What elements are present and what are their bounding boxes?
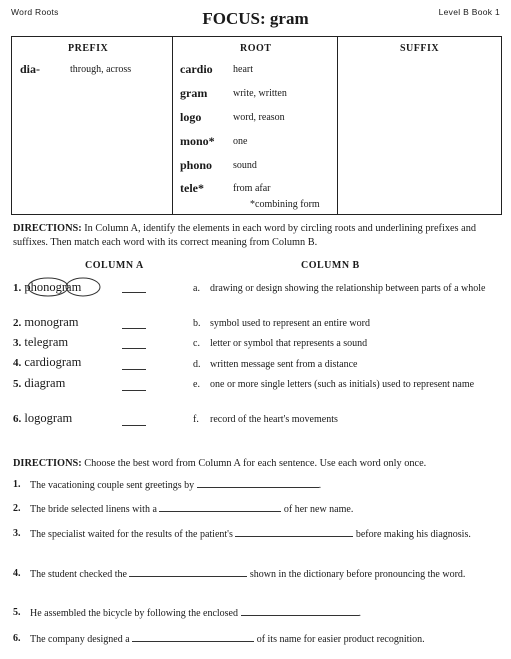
suffix-cell: [338, 37, 502, 215]
sentence-blank[interactable]: [197, 478, 319, 488]
column-a-word: phonogram: [24, 280, 82, 294]
column-b-item: e. one or more single letters (such as initials) used to represent name: [193, 379, 475, 390]
prefix-term: dia-: [20, 62, 41, 76]
directions-label: DIRECTIONS:: [13, 223, 82, 234]
header-left: Word Roots: [11, 7, 59, 17]
sentence-blank[interactable]: [132, 632, 254, 642]
column-a-item: 3. telegram: [13, 335, 69, 349]
column-b-item: c. letter or symbol that represents a sound: [193, 338, 368, 349]
column-a-header: COLUMN A: [85, 260, 144, 271]
sentence-blank[interactable]: [129, 567, 247, 577]
column-b-item: a. drawing or design showing the relationship between parts of a whole: [193, 283, 486, 294]
sentence-blank[interactable]: [241, 606, 359, 616]
sentence-item: 5. He assembled the bicycle by following the enclosed .: [13, 607, 361, 619]
suffix-header: SUFFIX: [400, 43, 440, 54]
sentence-blank[interactable]: [159, 502, 281, 512]
directions-text: In Column A, identify the elements in each word by circling roots and underlining prefixes and suffixes. Then match each word with its correct meaning from Column B.: [13, 223, 477, 248]
column-a-word: logogram: [24, 411, 73, 425]
column-a-word: cardiogram: [24, 355, 82, 369]
root-meaning: write, written: [233, 88, 287, 99]
column-a-item: 1. phonogram: [13, 280, 82, 294]
root-term: gram: [180, 86, 208, 100]
root-term: tele*: [180, 181, 204, 195]
prefix-header: PREFIX: [68, 43, 109, 54]
root-term: logo: [180, 110, 202, 124]
sentence-item: 6. The company designed a of its name for easier product recognition.: [13, 633, 425, 645]
sentence-blank[interactable]: [235, 527, 353, 537]
column-a-word: diagram: [24, 376, 66, 390]
gram-circle: [66, 278, 100, 296]
column-b-item: f. record of the heart's movements: [193, 414, 338, 425]
root-term: mono*: [180, 134, 215, 148]
column-b-item: b. symbol used to represent an entire word: [193, 318, 370, 329]
column-a-word: monogram: [24, 315, 79, 329]
root-meaning: sound: [233, 160, 257, 171]
root-meaning: from afar: [233, 183, 271, 194]
column-b-header: COLUMN B: [301, 260, 360, 271]
answer-blank[interactable]: [122, 292, 146, 293]
header-right: Level B Book 1: [438, 7, 500, 17]
answer-blank[interactable]: [122, 425, 146, 426]
root-term: phono: [180, 158, 213, 172]
prefix-meaning: through, across: [70, 64, 132, 75]
sentence-item: 4. The student checked the shown in the dictionary before pronouncing the word.: [13, 568, 466, 580]
column-a-word: telegram: [24, 335, 69, 349]
footnote: *combining form: [250, 199, 320, 210]
circle-annotations: [26, 276, 106, 298]
root-meaning: heart: [233, 64, 253, 75]
page-title: FOCUS: gram: [202, 9, 309, 28]
phono-circle: [28, 278, 68, 296]
directions-text: Choose the best word from Column A for each sentence. Use each word only once.: [81, 458, 427, 469]
directions-1: [13, 222, 495, 250]
root-term: cardio: [180, 62, 213, 76]
root-meaning: one: [233, 136, 248, 147]
sentence-item: 2. The bride selected linens with a of her new name.: [13, 503, 354, 515]
answer-blank[interactable]: [122, 328, 146, 329]
column-b-item: d. written message sent from a distance: [193, 359, 358, 370]
answer-blank[interactable]: [122, 390, 146, 391]
sentence-item: 1. The vacationing couple sent greetings by .: [13, 479, 322, 491]
root-meaning: word, reason: [233, 112, 285, 123]
answer-blank[interactable]: [122, 348, 146, 349]
column-a-item: 6. logogram: [13, 411, 73, 425]
answer-blank[interactable]: [122, 369, 146, 370]
root-header: ROOT: [240, 43, 272, 54]
directions-2: [13, 457, 503, 471]
column-a-item: 2. monogram: [13, 315, 79, 329]
directions-label: DIRECTIONS:: [13, 458, 82, 469]
column-a-item: 5. diagram: [13, 376, 66, 390]
sentence-item: 3. The specialist waited for the results of the patient's before making his diagnosis.: [13, 528, 471, 540]
column-a-item: 4. cardiogram: [13, 355, 82, 369]
